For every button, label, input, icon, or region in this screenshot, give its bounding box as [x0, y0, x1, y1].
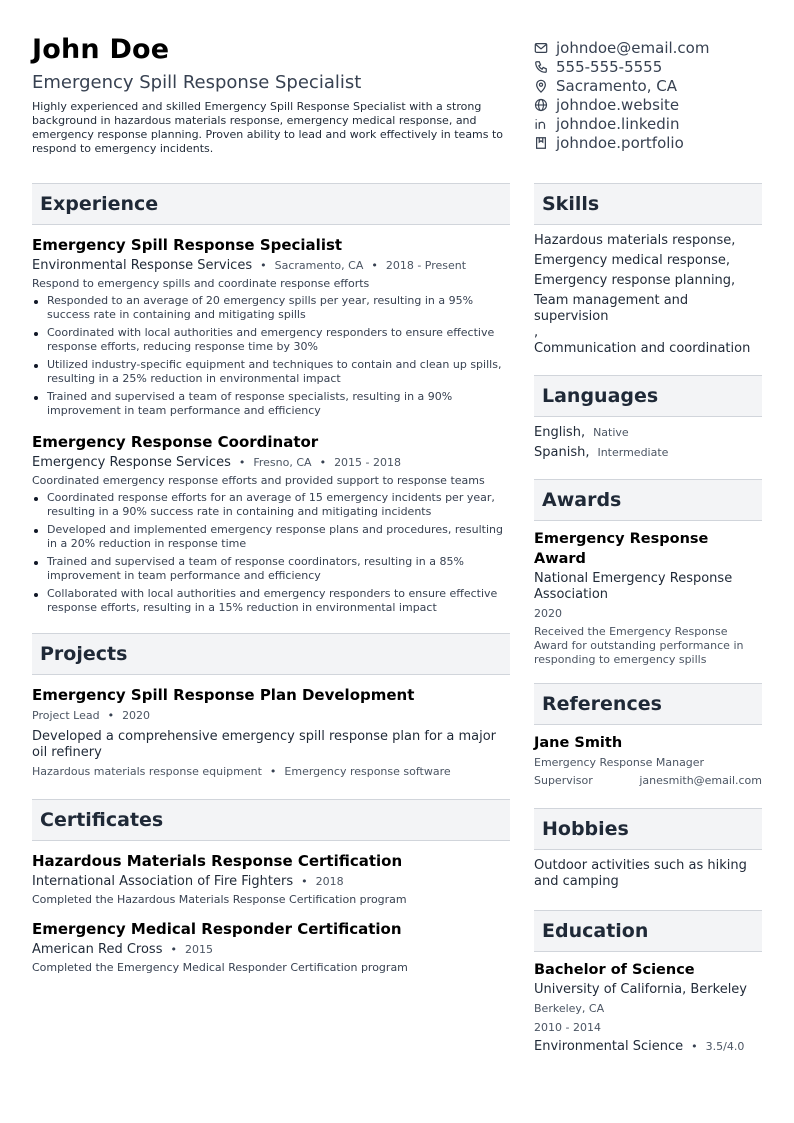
- reference-relation: Supervisor: [534, 774, 593, 787]
- projects-section-header: [32, 633, 510, 675]
- job-description: Coordinated emergency response efforts and provided support to response teams: [32, 474, 485, 487]
- reference-entry: [534, 733, 762, 790]
- award-entry: [534, 529, 762, 667]
- job-title: Emergency Response Coordinator: [32, 433, 319, 451]
- separator: •: [319, 456, 327, 469]
- certificate-issuer: International Association of Fire Fighters: [32, 874, 294, 889]
- certificate-date: 2015: [184, 943, 213, 956]
- bullet-item: Coordinated with local authorities and emergency responders to ensure effective response efforts, reducing response time by 30%: [32, 326, 510, 354]
- language-level: Native: [593, 426, 629, 439]
- job-dates: 2015 - 2018: [334, 456, 402, 469]
- project-role: Project Lead: [32, 709, 100, 722]
- skill-item: Hazardous materials response,: [534, 233, 736, 248]
- bullet-item: Responded to an average of 20 emergency spills per year, resulting in a 95% success rate in containing and mitigating spills: [32, 294, 510, 322]
- education-location: Berkeley, CA: [534, 1002, 605, 1015]
- projects-heading: Projects: [40, 643, 128, 665]
- project-title: Emergency Spill Response Plan Development: [32, 686, 415, 704]
- project-entry: [32, 685, 510, 781]
- certificate-meta: [32, 873, 510, 891]
- skills-heading: Skills: [542, 193, 600, 215]
- location-pin-icon: [534, 79, 548, 93]
- project-description: Developed a comprehensive emergency spill response plan for a major oil refinery: [32, 729, 497, 760]
- phone-icon: [534, 60, 548, 74]
- portfolio-icon: [534, 136, 548, 150]
- job-dates: 2018 - Present: [385, 259, 467, 272]
- separator: •: [301, 875, 308, 888]
- experience-entry: [32, 432, 510, 615]
- language-level: Intermediate: [597, 446, 669, 459]
- skill-item: Emergency response planning,: [534, 273, 736, 288]
- references-section-header: [534, 683, 762, 725]
- globe-icon: [534, 98, 548, 112]
- contact-location-text: Sacramento, CA: [556, 76, 677, 95]
- education-section-header: [534, 910, 762, 952]
- contact-phone-text: 555-555-5555: [556, 57, 663, 76]
- company: Environmental Response Services: [32, 258, 253, 273]
- language-name: Spanish,: [534, 445, 590, 460]
- hobbies-heading: Hobbies: [542, 818, 629, 840]
- project-date: 2020: [122, 709, 151, 722]
- certificate-description: Completed the Hazardous Materials Response Certification program: [32, 893, 407, 906]
- contact-linkedin-text: johndoe.linkedin: [556, 114, 680, 133]
- skill-item: Emergency medical response,: [534, 253, 731, 268]
- certificates-heading: Certificates: [40, 809, 164, 831]
- reference-position: Emergency Response Manager: [534, 756, 705, 769]
- contact-email[interactable]: [534, 38, 774, 57]
- reference-details: [534, 772, 762, 790]
- languages-list: [534, 423, 762, 463]
- gpa: 3.5/4.0: [705, 1040, 745, 1053]
- experience-section-header: [32, 183, 510, 225]
- contact-linkedin[interactable]: [534, 114, 774, 133]
- certificate-description: Completed the Emergency Medical Responder Certification program: [32, 961, 408, 974]
- certificate-issuer: American Red Cross: [32, 942, 163, 957]
- award-title: Emergency Response Award: [534, 531, 709, 567]
- right-column: [534, 183, 762, 1056]
- contact-email-text: johndoe@email.com: [556, 38, 710, 57]
- skills-section-header: [534, 183, 762, 225]
- reference-name: Jane Smith: [534, 735, 623, 751]
- contact-website[interactable]: [534, 95, 774, 114]
- job-location: Sacramento, CA: [274, 259, 364, 272]
- certificate-entry: [32, 851, 510, 907]
- languages-section-header: [534, 375, 762, 417]
- separator: •: [238, 456, 246, 469]
- certificate-entry: [32, 919, 510, 975]
- skill-item: ,: [534, 325, 539, 340]
- education-entry: [534, 960, 762, 1056]
- candidate-name: John Doe: [32, 34, 170, 65]
- languages-heading: Languages: [542, 385, 659, 407]
- job-title: Emergency Spill Response Specialist: [32, 236, 343, 254]
- skill-item: Communication and coordination: [534, 341, 751, 356]
- separator: •: [107, 709, 115, 722]
- left-column: [32, 183, 510, 975]
- hobbies-text: Outdoor activities such as hiking and camping: [534, 858, 747, 889]
- header: [32, 32, 510, 156]
- bullet-item: Trained and supervised a team of response specialists, resulting in a 90% improvement in team performance and efficiency: [32, 390, 510, 418]
- certificates-section-header: [32, 799, 510, 841]
- awards-heading: Awards: [542, 489, 622, 511]
- experience-heading: Experience: [40, 193, 159, 215]
- job-bullets: [32, 491, 510, 615]
- award-description: Received the Emergency Response Award for outstanding performance in responding to emergency spills: [534, 625, 744, 666]
- contact-website-text: johndoe.website: [556, 95, 680, 114]
- bullet-item: Coordinated response efforts for an average of 15 emergency incidents per year, resulting in a 90% success rate in containing and mitigating incidents: [32, 491, 510, 519]
- job-description: Respond to emergency spills and coordinate response efforts: [32, 277, 370, 290]
- language-item: [534, 443, 762, 463]
- references-heading: References: [542, 693, 662, 715]
- candidate-title: Emergency Spill Response Specialist: [32, 72, 362, 93]
- mail-icon: [534, 41, 548, 55]
- job-meta: [32, 454, 510, 472]
- separator: •: [691, 1040, 698, 1053]
- skills-list: [534, 233, 762, 357]
- education-heading: Education: [542, 920, 649, 942]
- bullet-item: Utilized industry-specific equipment and techniques to contain and clean up spills, resulting in a 25% reduction in environmental impact: [32, 358, 510, 386]
- bullet-item: Developed and implemented emergency response plans and procedures, resulting in a 20% reduction in response time: [32, 523, 510, 551]
- awards-section-header: [534, 479, 762, 521]
- reference-email[interactable]: janesmith@email.com: [639, 774, 762, 787]
- language-item: [534, 423, 762, 443]
- skill-item: Team management and supervision: [534, 293, 689, 324]
- separator: •: [260, 259, 267, 272]
- summary: Highly experienced and skilled Emergency Spill Response Specialist with a strong background in hazardous materials response, emergency medical response, and emergency response planning. Proven ability to lead and work effectively in teams to respond to emergency incidents.: [32, 100, 504, 155]
- field-of-study: Environmental Science: [534, 1039, 684, 1054]
- certificate-date: 2018: [315, 875, 344, 888]
- contact-portfolio[interactable]: [534, 133, 774, 152]
- bullet-item: Trained and supervised a team of response coordinators, resulting in a 85% improvement in team performance and efficiency: [32, 555, 510, 583]
- separator: •: [371, 259, 378, 272]
- job-bullets: [32, 294, 510, 418]
- award-organization: National Emergency Response Association: [534, 571, 733, 602]
- language-name: English,: [534, 425, 586, 440]
- job-meta: [32, 257, 510, 275]
- hobbies-section-header: [534, 808, 762, 850]
- experience-entry: [32, 235, 510, 418]
- education-field-row: [534, 1038, 762, 1056]
- job-location: Fresno, CA: [253, 456, 312, 469]
- project-meta: [32, 707, 510, 725]
- contact-phone[interactable]: [534, 57, 774, 76]
- certificate-title: Emergency Medical Responder Certification: [32, 920, 402, 938]
- education-dates: 2010 - 2014: [534, 1021, 601, 1034]
- contact-portfolio-text: johndoe.portfolio: [556, 133, 684, 152]
- project-tool: Hazardous materials response equipment: [32, 765, 262, 778]
- school: University of California, Berkeley: [534, 982, 747, 997]
- separator: •: [170, 943, 177, 956]
- certificate-title: Hazardous Materials Response Certification: [32, 852, 403, 870]
- award-date: 2020: [534, 607, 562, 620]
- linkedin-icon: [534, 117, 548, 131]
- certificate-meta: [32, 941, 510, 959]
- project-tools: [32, 763, 510, 781]
- contact-list: [534, 38, 774, 152]
- bullet-item: Collaborated with local authorities and emergency responders to ensure effective response efforts, resulting in a 15% reduction in environmental impact: [32, 587, 510, 615]
- project-tool: Emergency response software: [284, 765, 451, 778]
- separator: •: [269, 765, 277, 778]
- degree: Bachelor of Science: [534, 962, 695, 978]
- contact-location: [534, 76, 774, 95]
- company: Emergency Response Services: [32, 455, 231, 470]
